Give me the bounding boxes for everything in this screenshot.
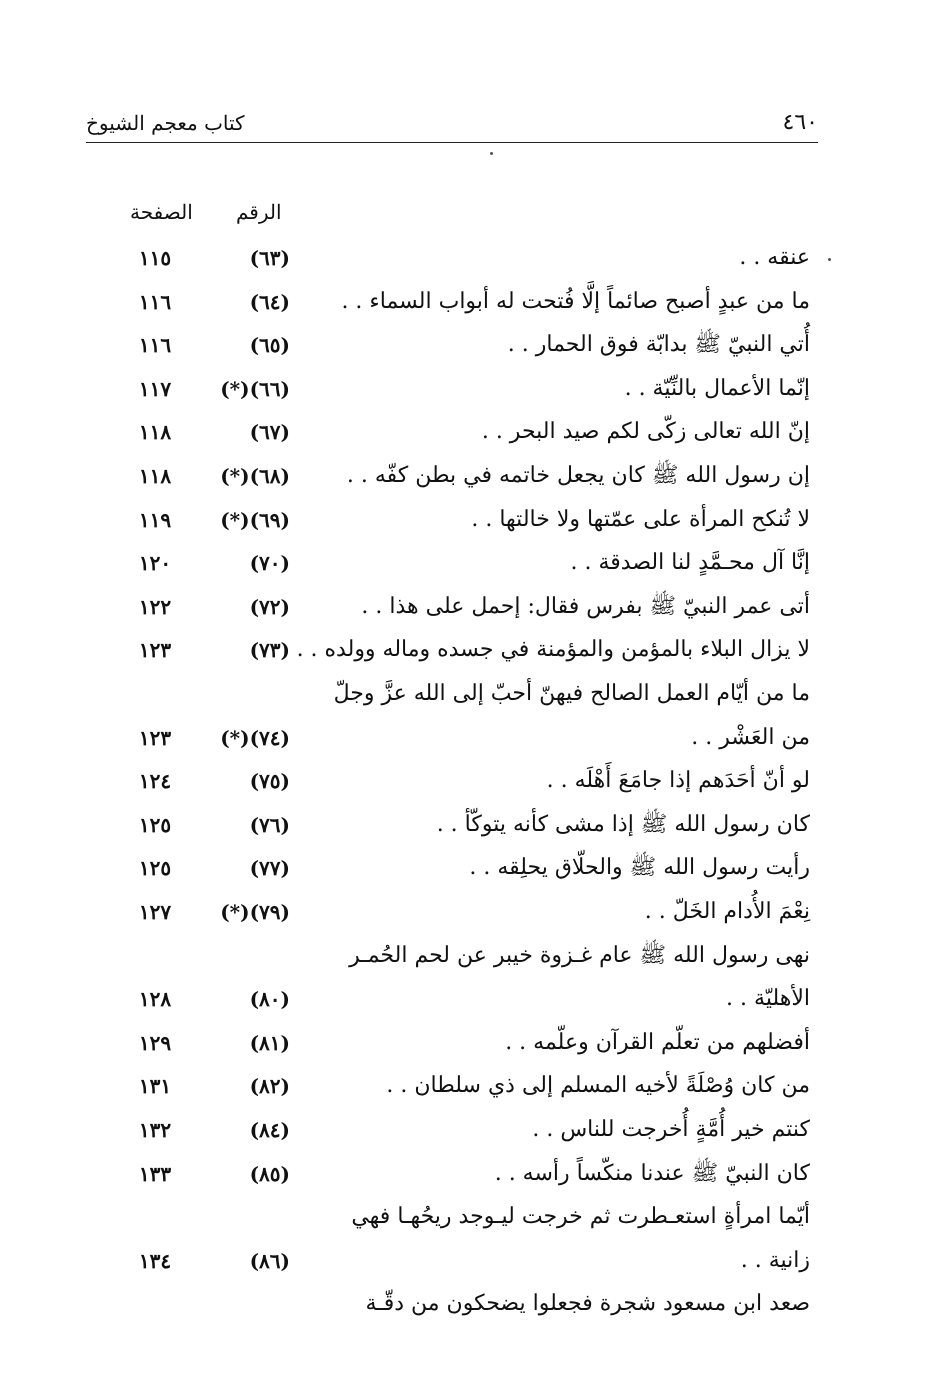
hadith-text: إن رسول الله ﷺ كان يجعل خاتمه في بطن كفّه . .	[346, 463, 810, 488]
hadith-number: (٦٩)(*)	[220, 507, 290, 532]
hadith-text: لا تُنكح المرأة على عمّتها ولا خالتها . .	[471, 506, 810, 532]
page-reference: ١١٦	[138, 333, 172, 358]
hadith-number: (٨٠)	[249, 987, 290, 1012]
index-row	[0, 325, 948, 365]
hadith-text: أفضلهم من تعلّم القرآن وعلّمه . .	[505, 1029, 810, 1055]
page-reference: ١٢٣	[138, 725, 172, 750]
hadith-text: كان رسول الله ﷺ إذا مشى كأنه يتوكّأ . .	[436, 811, 810, 837]
index-row	[0, 412, 948, 452]
hadith-number: (٨٢)	[249, 1074, 290, 1099]
page-reference: ١١٨	[138, 464, 172, 488]
speck	[828, 258, 831, 261]
index-row	[0, 979, 948, 1019]
hadith-number: (٦٤)	[249, 289, 290, 314]
hadith-text: إنّما الأعمال بالنِّيّة . .	[624, 375, 810, 401]
index-row	[0, 674, 948, 714]
hadith-number: (٨٦)	[249, 1248, 290, 1273]
hadith-text: الأهليّة . .	[726, 986, 810, 1012]
page-reference: ١١٩	[138, 507, 172, 532]
index-row	[0, 936, 948, 976]
hadith-number: (٨٥)	[249, 1161, 290, 1186]
index-row	[0, 1197, 948, 1237]
hadith-text: كان النبيّ ﷺ عندنا منكّساً رأسه . .	[494, 1160, 810, 1186]
hadith-number: (٦٨)(*)	[220, 464, 290, 488]
hadith-number: (٧٩)(*)	[220, 900, 290, 924]
hadith-text: رأيت رسول الله ﷺ والحلّاق يحلِقه . .	[469, 855, 810, 881]
page-reference: ١٣٢	[138, 1118, 172, 1142]
index-row	[0, 1110, 948, 1150]
hadith-text: من كان وُصْلَةً لأخيه المسلم إلى ذي سلطان . .	[386, 1073, 810, 1099]
page-reference: ١٢٠	[138, 551, 172, 576]
index-row	[0, 587, 948, 627]
page-reference: ١١٥	[138, 246, 172, 270]
hadith-text: إنّ الله تعالى زكّى لكم صيد البحر . .	[481, 419, 810, 445]
index-row	[0, 892, 948, 932]
hadith-text: صعد ابن مسعود شجرة فجعلوا يضحكون من دقّـة	[365, 1291, 810, 1317]
hadith-text: زانية . .	[740, 1247, 810, 1273]
page-reference: ١١٧	[138, 376, 172, 401]
page-reference: ١٣٣	[138, 1161, 172, 1186]
hadith-number: (٧٧)	[249, 856, 290, 881]
hadith-text: أُتي النبيّ ﷺ بدابّة فوق الحمار . .	[507, 332, 810, 358]
hadith-text: لو أنّ أحَدَهم إذا جامَعَ أَهْلَه . .	[546, 768, 810, 794]
hadith-number: (٧٠)	[249, 551, 290, 576]
index-row	[0, 369, 948, 409]
hadith-text: عنقه . .	[739, 245, 810, 270]
hadith-number: (٦٥)	[249, 333, 290, 358]
hadith-number: (٦٦)(*)	[220, 376, 290, 401]
hadith-text: إنَّا آل محـمَّدٍ لنا الصدقة . .	[570, 550, 810, 576]
page-reference: ١٢٩	[138, 1030, 172, 1055]
page-reference: ١٢٨	[138, 987, 172, 1012]
index-row	[0, 718, 948, 758]
column-header-page: الصفحة	[130, 200, 193, 224]
hadith-number: (٨٤)	[249, 1118, 290, 1142]
index-row	[0, 630, 948, 670]
page-reference: ١٢٢	[138, 594, 172, 619]
hadith-text: أيّما امرأةٍ استعـطرت ثم خرجت ليـوجد ريحُهـا فهي	[351, 1204, 810, 1230]
page-reference: ١٣١	[138, 1074, 172, 1099]
index-row	[0, 848, 948, 888]
hadith-text: نِعْمَ الأُدام الخَلّ . .	[644, 899, 810, 924]
index-row	[0, 543, 948, 583]
page-reference: ١٢٥	[138, 856, 172, 881]
hadith-number: (٧٤)(*)	[220, 725, 290, 750]
hadith-text: من العَشْر . .	[691, 724, 810, 750]
index-row	[0, 1241, 948, 1281]
hadith-number: (٧٣)	[249, 638, 290, 663]
hadith-text: ما من أيّام العمل الصالح فيهنّ أحبّ إلى الله عزَّ وجلّ	[333, 681, 810, 706]
page-reference: ١١٦	[138, 289, 172, 314]
page-reference: ١١٨	[138, 420, 172, 445]
index-row	[0, 1066, 948, 1106]
page-number: ٤٦٠	[782, 110, 818, 135]
index-row	[0, 282, 948, 322]
index-row	[0, 500, 948, 540]
hadith-number: (٧٢)	[249, 594, 290, 619]
page-reference: ١٢٧	[138, 900, 172, 924]
page-reference: ١٢٣	[138, 638, 172, 663]
hadith-text: كنتم خير أُمَّةٍ أُخرجت للناس . .	[532, 1117, 810, 1142]
hadith-number: (٧٥)	[249, 769, 290, 794]
index-row	[0, 1023, 948, 1063]
running-header	[86, 108, 818, 143]
page-reference: ١٢٤	[138, 769, 172, 794]
page-reference: ١٢٥	[138, 812, 172, 837]
index-row	[0, 1284, 948, 1324]
hadith-number: (٦٣)	[249, 246, 290, 270]
book-title: كتاب معجم الشيوخ	[86, 111, 245, 135]
hadith-text: ما من عبدٍ أصبح صائماً إلَّا فُتحت له أبواب السماء . .	[341, 288, 810, 314]
speck	[490, 152, 493, 155]
page-reference: ١٣٤	[138, 1248, 172, 1273]
index-row	[0, 238, 948, 278]
index-row	[0, 456, 948, 496]
hadith-text: أتى عمر النبيّ ﷺ بفرس فقال: إحمل على هذا . .	[361, 593, 810, 619]
index-row	[0, 761, 948, 801]
column-header-number: الرقم	[236, 200, 282, 224]
hadith-number: (٦٧)	[249, 420, 290, 445]
hadith-number: (٨١)	[249, 1030, 290, 1055]
hadith-text: نهى رسول الله ﷺ عام غـزوة خيبر عن لحم الحُمـر	[349, 942, 810, 968]
hadith-text: لا يزال البلاء بالمؤمن والمؤمنة في جسده وماله وولده . .	[296, 637, 810, 663]
hadith-number: (٧٦)	[249, 812, 290, 837]
index-row	[0, 805, 948, 845]
index-row	[0, 1154, 948, 1194]
